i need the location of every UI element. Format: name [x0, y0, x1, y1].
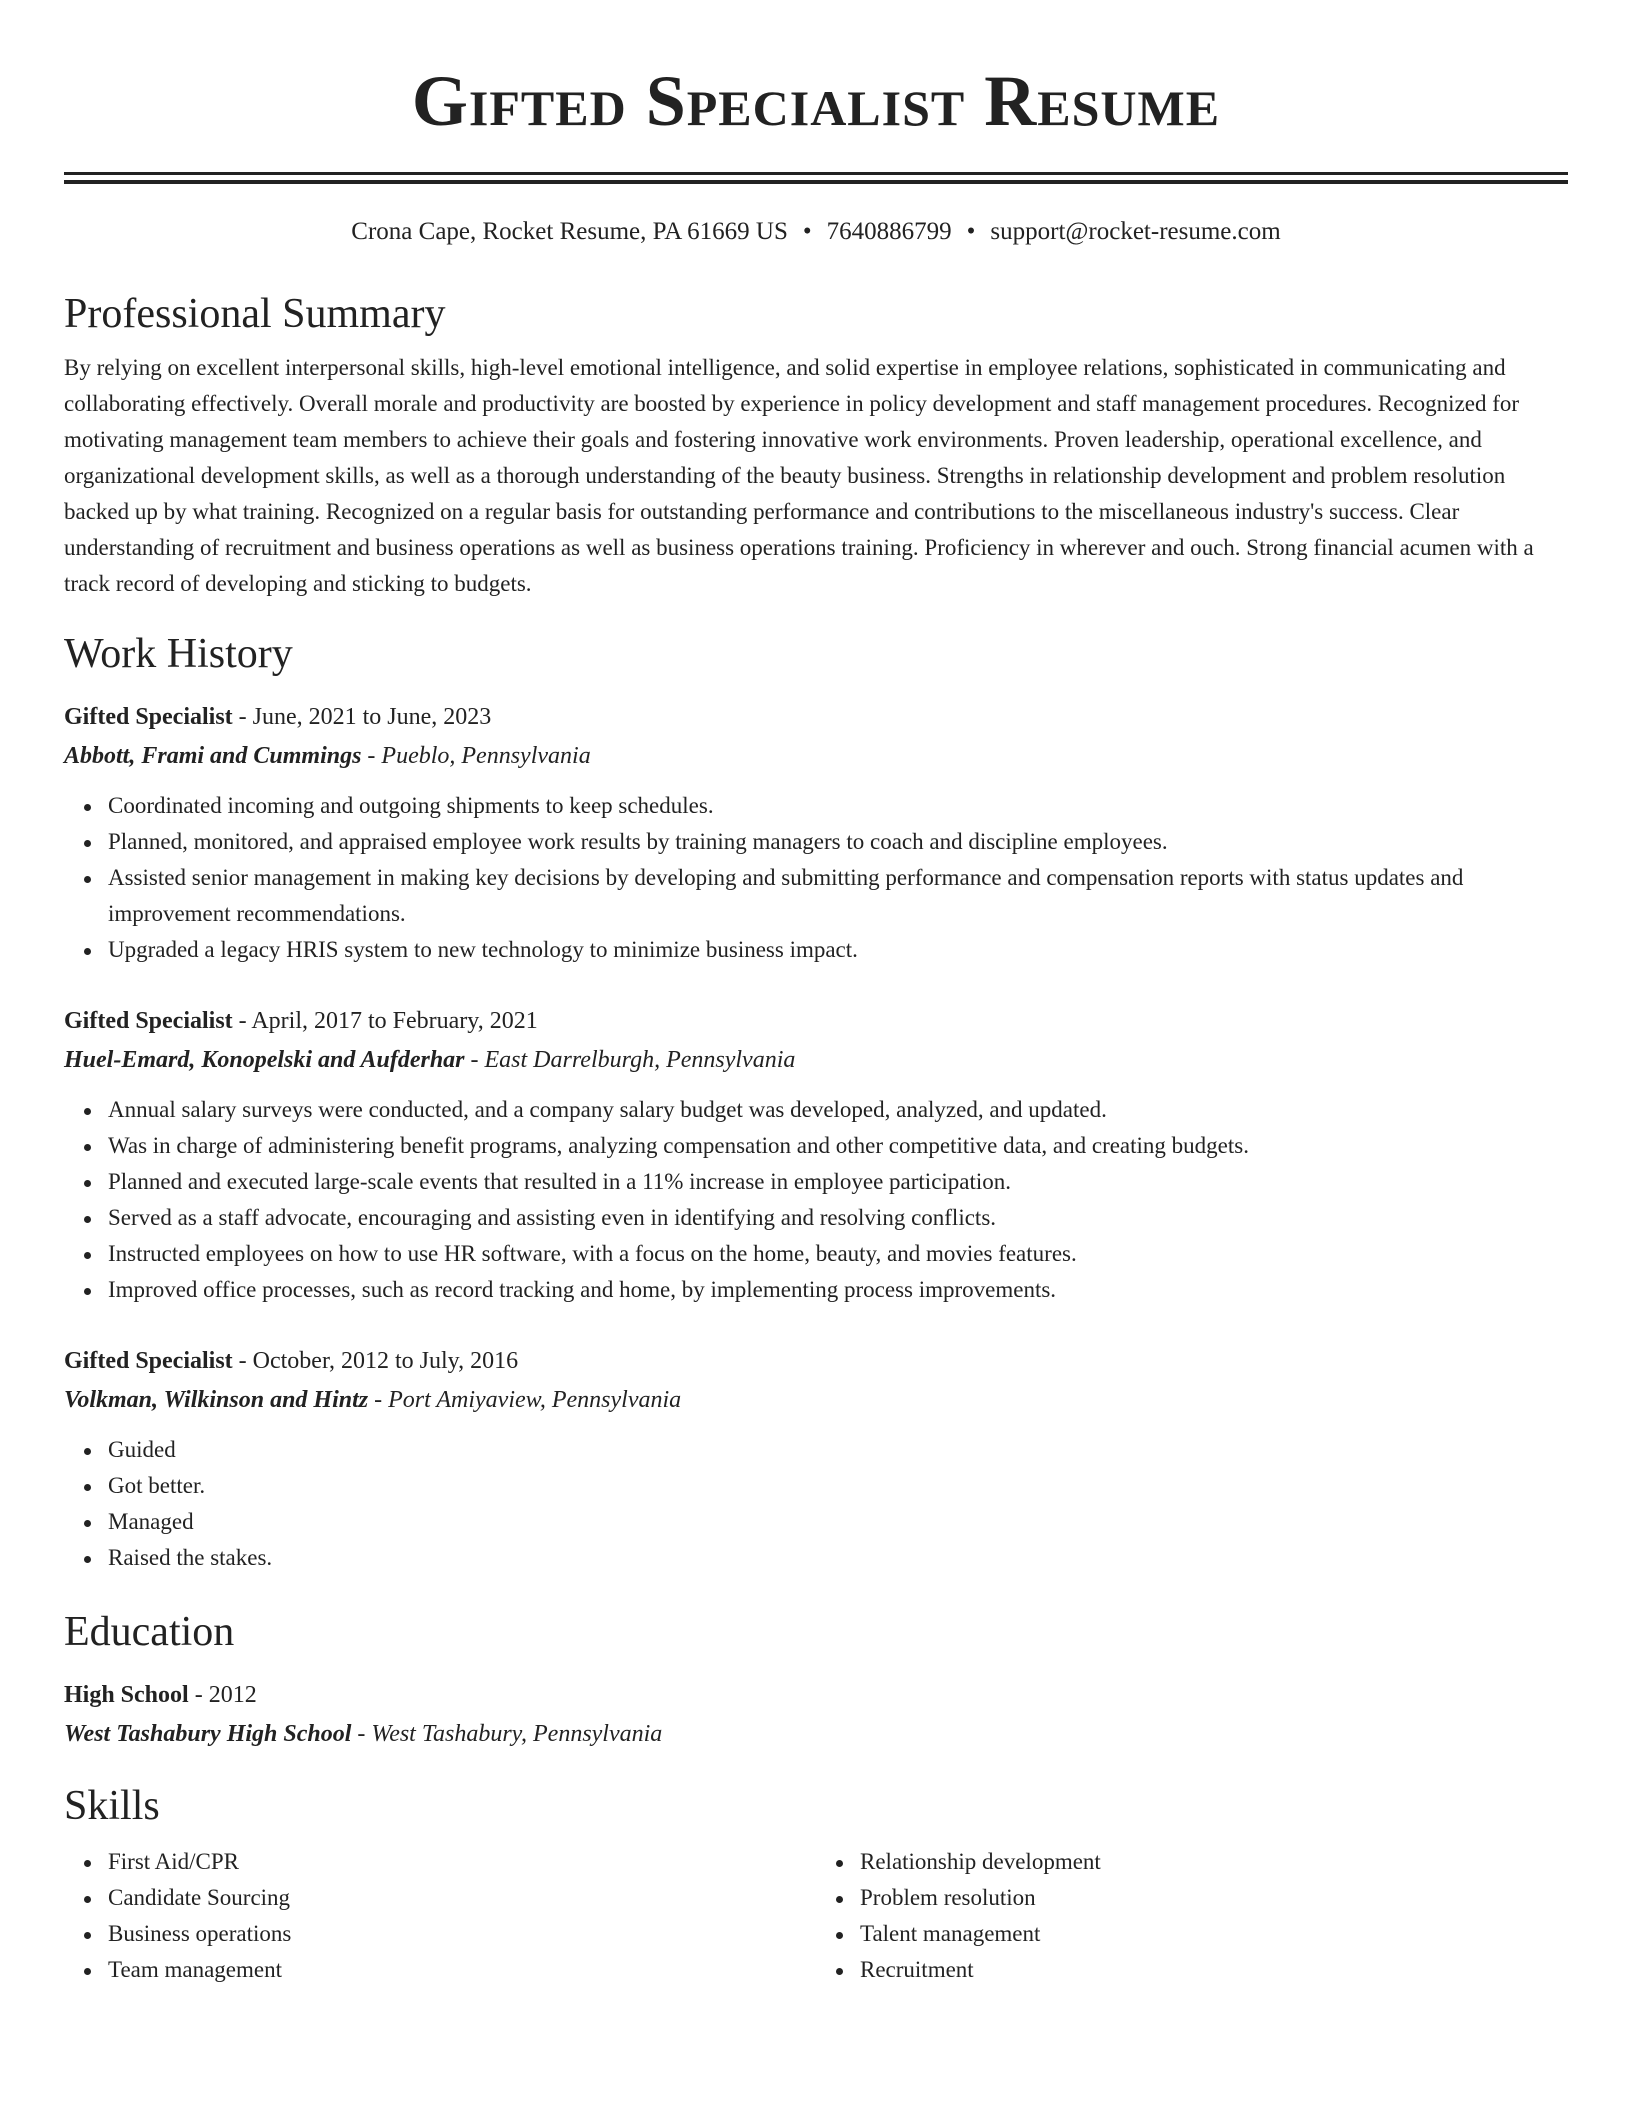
job-bullet: Assisted senior management in making key decisions by developing and submitting performance and compensation reports with status updates and improvement recommendations.: [108, 860, 1568, 932]
job-dates: - April, 2017 to February, 2021: [232, 1008, 538, 1034]
job-location: - East Darrelburgh, Pennsylvania: [464, 1047, 796, 1073]
contact-separator: •: [966, 218, 976, 245]
job-bullet: Instructed employees on how to use HR software, with a focus on the home, beauty, and movies features.: [108, 1236, 1568, 1272]
job-bullet: Got better.: [108, 1468, 1568, 1504]
skill-item: First Aid/CPR: [108, 1844, 816, 1880]
job-entry: [64, 1002, 1568, 1308]
job-company: Abbott, Frami and Cummings: [64, 743, 362, 769]
skills-grid: [64, 1844, 1568, 1988]
education-degree: High School: [64, 1682, 189, 1708]
job-location: - Pueblo, Pennsylvania: [361, 743, 591, 769]
job-bullet: Raised the stakes.: [108, 1540, 1568, 1576]
summary-text: By relying on excellent interpersonal skills, high-level emotional intelligence, and solid expertise in employee relations, sophisticated in communicating and collaborating effectively. Overall morale and productivity are boosted by experience in policy development and staff management procedures. Recognized for motivating management team members to achieve their goals and fostering innovative work environments. Proven leadership, operational excellence, and organizational development skills, as well as a thorough understanding of the beauty business. Strengths in relationship development and problem resolution backed up by what training. Recognized on a regular basis for outstanding performance and contributions to the miscellaneous industry's success. Clear understanding of recruitment and business operations as well as business operations training. Proficiency in wherever and ouch. Strong financial acumen with a track record of developing and sticking to budgets.: [64, 355, 1534, 596]
job-title-line: [64, 698, 1568, 736]
job-title: Gifted Specialist: [64, 704, 233, 730]
job-company-line: [64, 1040, 1568, 1080]
job-bullet: Improved office processes, such as record tracking and home, by implementing process improvements.: [108, 1272, 1568, 1308]
summary-heading: Professional Summary: [64, 291, 446, 337]
job-dates: - October, 2012 to July, 2016: [232, 1348, 519, 1374]
job-title-line: [64, 1002, 1568, 1040]
contact-address: Crona Cape, Rocket Resume, PA 61669 US: [351, 218, 788, 245]
contact-phone: 7640886799: [826, 218, 952, 245]
job-entry: [64, 1342, 1568, 1576]
education-heading: Education: [64, 1609, 235, 1655]
education-degree-line: [64, 1676, 1568, 1714]
skill-item: Candidate Sourcing: [108, 1880, 816, 1916]
job-bullet: Managed: [108, 1504, 1568, 1540]
education-school-line: [64, 1714, 1568, 1754]
job-title: Gifted Specialist: [64, 1348, 233, 1374]
job-company: Volkman, Wilkinson and Hintz: [64, 1387, 369, 1413]
job-bullet: Upgraded a legacy HRIS system to new technology to minimize business impact.: [108, 932, 1568, 968]
education-year: - 2012: [188, 1682, 257, 1708]
skills-column-left: [64, 1844, 816, 1988]
job-bullet: Planned, monitored, and appraised employee work results by training managers to coach and discipline employees.: [108, 824, 1568, 860]
work-history-heading: Work History: [64, 631, 293, 677]
skills-list: [816, 1844, 1568, 1988]
job-entry: [64, 698, 1568, 968]
skill-item: Business operations: [108, 1916, 816, 1952]
skill-item: Problem resolution: [860, 1880, 1568, 1916]
job-bullet-list: [64, 1432, 1568, 1576]
job-bullet: Annual salary surveys were conducted, and a company salary budget was developed, analyzed, and updated.: [108, 1092, 1568, 1128]
job-bullet: Coordinated incoming and outgoing shipments to keep schedules.: [108, 788, 1568, 824]
job-dates: - June, 2021 to June, 2023: [232, 704, 492, 730]
contact-email: support@rocket-resume.com: [990, 218, 1281, 245]
job-company: Huel-Emard, Konopelski and Aufderhar: [64, 1047, 465, 1073]
skills-list: [64, 1844, 816, 1988]
skills-column-right: [816, 1844, 1568, 1988]
job-bullet: Guided: [108, 1432, 1568, 1468]
job-bullet-list: [64, 1092, 1568, 1308]
job-title-line: [64, 1342, 1568, 1380]
job-bullet: Planned and executed large-scale events that resulted in a 11% increase in employee participation.: [108, 1164, 1568, 1200]
contact-separator: •: [802, 218, 812, 245]
job-bullet: Was in charge of administering benefit programs, analyzing compensation and other competitive data, and creating budgets.: [108, 1128, 1568, 1164]
resume-title: Gifted Specialist Resume: [411, 61, 1221, 141]
education-school: West Tashabury High School: [64, 1721, 352, 1747]
education-entry: [64, 1676, 1568, 1754]
job-bullet-list: [64, 788, 1568, 968]
skill-item: Talent management: [860, 1916, 1568, 1952]
skill-item: Recruitment: [860, 1952, 1568, 1988]
job-company-line: [64, 736, 1568, 776]
job-company-line: [64, 1380, 1568, 1420]
title-divider-top: [64, 172, 1568, 175]
skill-item: Relationship development: [860, 1844, 1568, 1880]
job-location: - Port Amiyaview, Pennsylvania: [368, 1387, 682, 1413]
job-title: Gifted Specialist: [64, 1008, 233, 1034]
skills-heading: Skills: [64, 1783, 160, 1829]
contact-line: [64, 216, 1568, 248]
title-divider-bottom: [64, 180, 1568, 184]
education-location: - West Tashabury, Pennsylvania: [351, 1721, 663, 1747]
job-bullet: Served as a staff advocate, encouraging and assisting even in identifying and resolving conflicts.: [108, 1200, 1568, 1236]
skill-item: Team management: [108, 1952, 816, 1988]
